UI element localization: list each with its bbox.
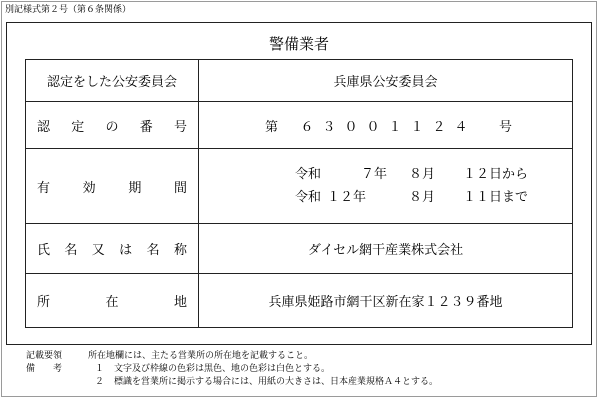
- name-label: [37, 239, 187, 258]
- period-to: [199, 186, 572, 209]
- address-label-cell: [26, 274, 199, 328]
- notes: [26, 350, 586, 389]
- row-name: [26, 224, 573, 274]
- number-label-cell: [26, 102, 199, 149]
- name-value: ダイセル網干産業株式会社: [307, 243, 464, 258]
- label-char: 称: [173, 243, 187, 258]
- address-value-cell: [199, 274, 573, 328]
- note-biko-1-text: 文字及び枠線の色彩は黒色、地の色彩は白色とする。: [114, 364, 331, 374]
- note-biko-2: [26, 376, 586, 389]
- period-from-month: ８月: [409, 167, 436, 182]
- number-value: ６３００１１２４: [300, 119, 477, 135]
- label-char: 名: [146, 243, 160, 258]
- note-kisai: [26, 350, 586, 363]
- period-to-day: １１日まで: [463, 190, 529, 205]
- label-char: 又: [91, 243, 105, 258]
- period-from-era: 令和: [295, 167, 322, 182]
- address-value: 兵庫県姫路市網干区新在家１２３９番地: [268, 295, 503, 310]
- commission-label-cell: [26, 60, 199, 102]
- period-to-month: ８月: [409, 190, 436, 205]
- number-suffix: 号: [498, 119, 512, 135]
- period-from-day: １２日から: [463, 167, 529, 182]
- note-kisai-text: 所在地欄には、主たる営業所の所在地を記載すること。: [88, 351, 314, 361]
- period-label: [37, 177, 187, 196]
- name-label-cell: [26, 224, 199, 274]
- note-biko-spacer: [26, 376, 88, 389]
- note-biko-head: 備 考: [26, 364, 63, 374]
- period-to-year: １２年: [327, 190, 367, 205]
- label-char: 名: [64, 243, 78, 258]
- form-id: 別記様式第２号（第６条関係）: [5, 5, 132, 15]
- certificate-sign: [6, 22, 592, 345]
- address-label: [37, 291, 187, 310]
- label-char: 認: [37, 119, 51, 135]
- label-char: 間: [173, 180, 187, 196]
- period-label-cell: [26, 149, 199, 224]
- row-address: [26, 274, 573, 328]
- note-biko-1: [26, 363, 586, 376]
- commission-value: 兵庫県公安委員会: [333, 75, 438, 90]
- label-char: は: [119, 243, 133, 258]
- number-value-cell: [199, 102, 573, 149]
- number-label: [37, 116, 187, 135]
- commission-value-cell: [199, 60, 573, 102]
- label-char: 所: [37, 295, 51, 310]
- period-value-cell: [199, 149, 573, 224]
- label-char: 効: [82, 180, 96, 196]
- period-from-year: ７年: [360, 167, 387, 182]
- label-char: 在: [105, 295, 119, 310]
- label-char: 号: [173, 119, 187, 135]
- number-prefix: 第: [265, 119, 279, 135]
- label-char: 有: [37, 180, 51, 196]
- label-char: 期: [128, 180, 142, 196]
- row-commission: [26, 60, 573, 102]
- label-char: 番: [139, 119, 153, 135]
- label-char: の: [105, 119, 119, 135]
- period-to-era: 令和: [295, 190, 322, 205]
- label-char: 氏: [37, 243, 51, 258]
- number-value-row: [199, 116, 572, 135]
- name-value-cell: [199, 224, 573, 274]
- note-biko-2-num: ２: [94, 377, 104, 387]
- period-from: [199, 163, 572, 186]
- label-char: 地: [173, 295, 187, 310]
- note-kisai-head: 記載要領: [26, 351, 63, 361]
- certificate-title: 警備業者: [268, 35, 329, 53]
- note-biko-2-text: 標識を営業所に掲示する場合には、用紙の大きさは、日本産業規格Ａ４とする。: [114, 377, 439, 387]
- certificate-table: [25, 59, 573, 328]
- commission-label: 認定をした公安委員会: [46, 75, 177, 90]
- row-number: [26, 102, 573, 149]
- label-char: 定: [71, 119, 85, 135]
- row-period: [26, 149, 573, 224]
- note-biko-1-num: １: [94, 364, 104, 374]
